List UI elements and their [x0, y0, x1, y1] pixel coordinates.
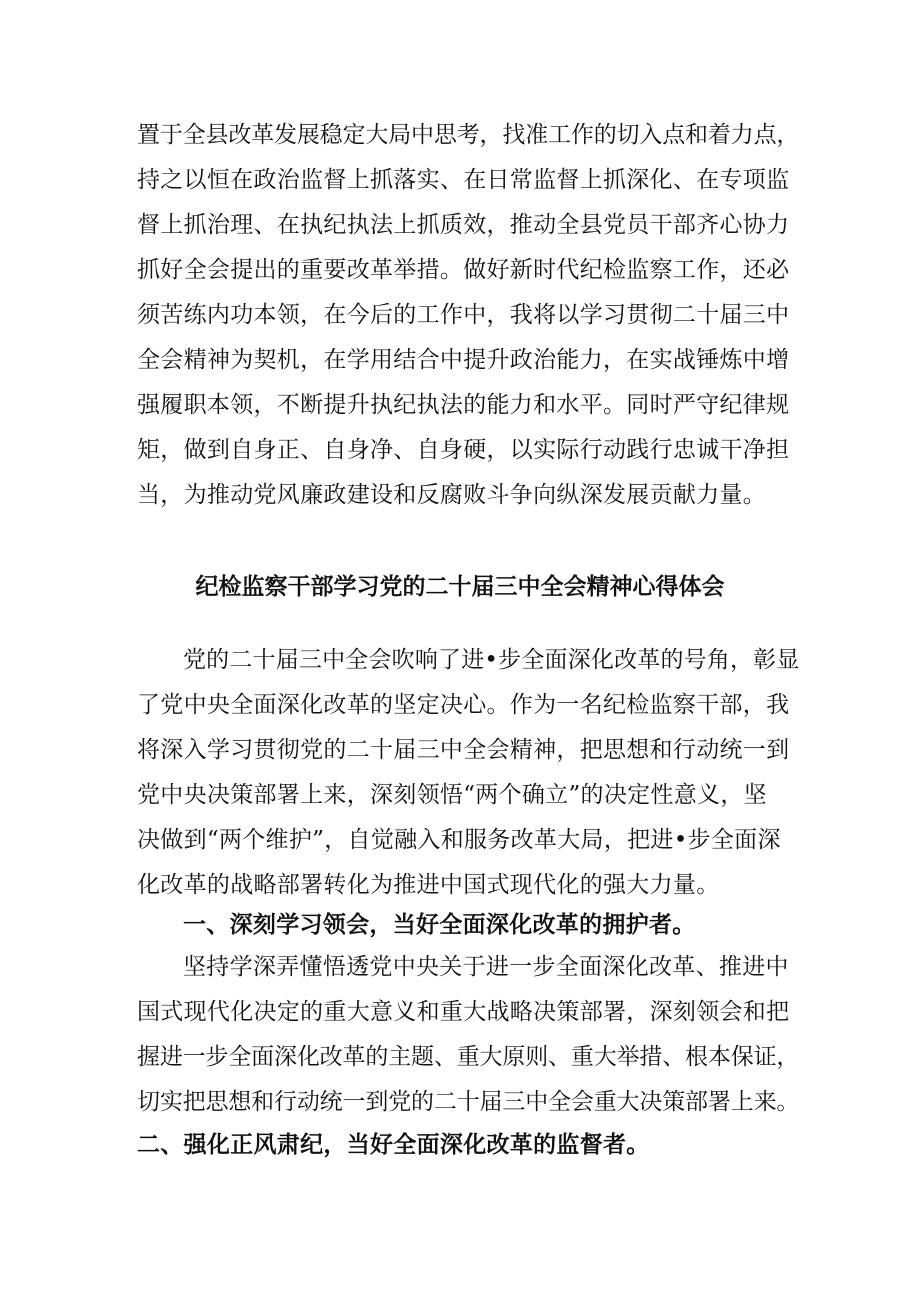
paragraph-line: 决做到“两个维护”，自觉融入和服务改革大局，把进•步全面深	[137, 827, 781, 853]
paragraph-line: 切实把思想和行动统一到党的二十届三中全会重大决策部署上来。	[137, 1089, 800, 1115]
section-heading: 一、深刻学习领会，当好全面深化改革的拥护者。	[183, 911, 696, 938]
paragraph-line: 督上抓治理、在执纪执法上抓质效，推动全县党员干部齐心协力	[137, 212, 790, 238]
paragraph-line: 矩，做到自身正、自身净、自身硬，以实际行动践行忠诚干净担	[137, 437, 790, 463]
paragraph-line: 握进一步全面深化改革的主题、重大原则、重大举措、根本保证，	[137, 1044, 800, 1070]
paragraph-line: 须苦练内功本领，在今后的工作中，我将以学习贯彻二十届三中	[137, 302, 790, 328]
paragraph-line: 强履职本领，不断提升执纪执法的能力和水平。同时严守纪律规	[137, 392, 790, 418]
paragraph-line: 抓好全会提出的重要改革举措。做好新时代纪检监察工作，还必	[137, 257, 790, 283]
paragraph-line: 党的二十届三中全会吹响了进•步全面深化改革的号角，彰显	[183, 647, 800, 673]
paragraph-line: 当，为推动党风廉政建设和反腐败斗争向纵深发展贡献力量。	[137, 482, 767, 508]
paragraph-line: 将深入学习贯彻党的二十届三中全会精神，把思想和行动统一到	[137, 737, 790, 763]
paragraph-line: 坚持学深弄懂悟透党中央关于进一步全面深化改革、推进中	[183, 954, 789, 980]
paragraph-line: 党中央决策部署上来，深刻领悟“两个确立”的决定性意义，坚	[137, 782, 767, 808]
paragraph-line: 了党中央全面深化改革的坚定决心。作为一名纪检监察干部，我	[137, 692, 790, 718]
paragraph-line: 化改革的战略部署转化为推进中国式现代化的强大力量。	[137, 872, 720, 898]
paragraph-line: 置于全县改革发展稳定大局中思考，找准工作的切入点和着力点，	[137, 122, 800, 148]
article-title: 纪检监察干部学习党的二十届三中全会精神心得体会	[195, 573, 725, 600]
paragraph-line: 全会精神为契机，在学用结合中提升政治能力，在实战锤炼中增	[137, 347, 790, 373]
paragraph-line: 国式现代化决定的重大意义和重大战略决策部署，深刻领会和把	[137, 999, 790, 1025]
paragraph-line: 持之以恒在政治监督上抓落实、在日常监督上抓深化、在专项监	[137, 167, 790, 193]
section-heading: 二、强化正风肃纪，当好全面深化改革的监督者。	[137, 1131, 650, 1158]
